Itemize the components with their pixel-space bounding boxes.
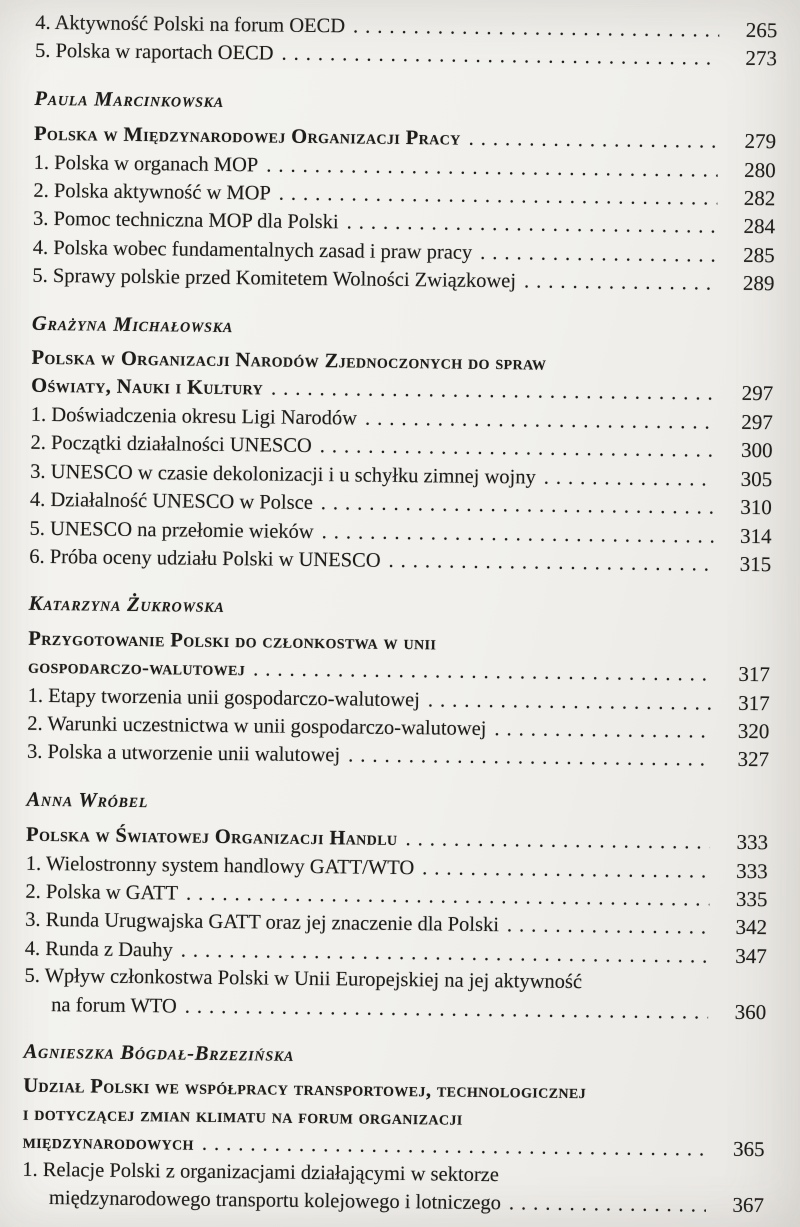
page-number: 305 xyxy=(740,466,773,491)
dot-leader xyxy=(281,41,719,73)
page-number: 347 xyxy=(735,943,767,968)
chapter-title: Oświaty, Nauki i Kultury xyxy=(31,375,264,400)
chapter-title: Przygotowanie Polski do członkostwa w unii xyxy=(28,627,437,655)
toc-section xyxy=(35,9,778,74)
page-number: 320 xyxy=(737,718,770,744)
dot-leader xyxy=(544,464,715,493)
dot-leader xyxy=(428,687,712,718)
entry-title: 1. Wielostronny system handlowy GATT/WTO xyxy=(25,852,415,879)
entry-title: 2. Polska w GATT xyxy=(25,880,179,905)
dot-leader xyxy=(320,433,715,465)
page-number: 333 xyxy=(736,858,768,883)
entry-title: 5. Polska w raportach OECD xyxy=(34,40,274,65)
entry-title: 3. Pomoc techniczna MOP dla Polski xyxy=(32,208,339,234)
dot-leader xyxy=(271,376,715,408)
entry-title: 1. Relacje Polski z organizacjami działającymi w sektorze xyxy=(22,1158,500,1186)
entry-title: na forum WTO xyxy=(51,993,177,1018)
chapter-title: Polska w Światowej Organizacji Handlu xyxy=(25,823,398,851)
page-number: 367 xyxy=(732,1192,765,1218)
entry-title: 1. Doświadczenia okresu Ligi Narodów xyxy=(30,403,358,430)
dot-leader xyxy=(365,405,715,436)
toc-section xyxy=(29,310,774,579)
dot-leader xyxy=(388,548,713,579)
page-number: 282 xyxy=(743,185,776,211)
entry-title: 4. Polska wobec fundamentalnych zasad i praw pracy xyxy=(32,236,473,264)
entry-title: 3. Polska a utworzenie unii walutowej xyxy=(26,741,341,767)
page-number: 297 xyxy=(741,409,773,435)
dot-leader xyxy=(266,152,718,185)
page-number: 317 xyxy=(738,690,770,715)
chapter-title: i dotyczącej zmian klimatu na forum organizacji xyxy=(22,1102,463,1130)
chapter-title: międzynarodowych xyxy=(22,1130,195,1155)
page-number: 280 xyxy=(744,157,776,182)
page-number: 300 xyxy=(740,438,773,463)
author-name: Anna Wróbel xyxy=(26,788,149,812)
page-number: 284 xyxy=(743,214,776,239)
entry-title: 3. Runda Urugwajska GATT oraz jej znaczenie dla Polski xyxy=(25,909,500,937)
entry-title: 2. Warunki uczestnictwa w unii gospodarczo-walutowej xyxy=(27,712,487,740)
entry-title: 5. Sprawy polskie przed Komitetem Wolności Związkowej xyxy=(32,265,517,293)
page-number: 279 xyxy=(744,129,777,154)
toc-section xyxy=(24,787,769,1028)
dot-leader xyxy=(494,716,711,746)
toc-section xyxy=(27,591,771,775)
entry-title: 5. UNESCO na przełomie wieków xyxy=(29,517,314,543)
author-name: Paula Marcinkowska xyxy=(34,87,225,112)
toc-section xyxy=(22,1039,766,1221)
page-number: 335 xyxy=(735,886,768,912)
dot-leader xyxy=(507,913,709,943)
page-number: 289 xyxy=(742,271,775,296)
dot-leader xyxy=(253,656,712,689)
entry-title: 4. Aktywność Polski na forum OECD xyxy=(35,11,346,38)
chapter-title: gospodarczo-walutowej xyxy=(27,655,246,681)
entry-title: 2. Polska aktywność w MOP xyxy=(33,179,271,205)
page-number: 315 xyxy=(739,551,772,577)
dot-leader xyxy=(405,826,710,857)
dot-leader xyxy=(353,13,720,45)
author-name: Grażyna Michałowska xyxy=(31,312,234,337)
author-name: Katarzyna Żukrowska xyxy=(28,593,225,618)
page-number: 285 xyxy=(743,242,775,268)
author-name: Agnieszka Bógdał-Brzezińska xyxy=(23,1040,295,1066)
chapter-title: Polska w Organizacji Narodów Zjednoczonych do spraw xyxy=(31,346,547,375)
dot-leader xyxy=(524,269,717,299)
dot-leader xyxy=(348,743,711,775)
entry-title: 1. Polska w organach MOP xyxy=(33,151,259,176)
page-number: 273 xyxy=(745,46,778,71)
page-number: 265 xyxy=(745,17,778,43)
dot-leader xyxy=(322,519,714,551)
page-number: 314 xyxy=(739,523,772,548)
entry-title: 6. Próba oceny udziału Polski w UNESCO xyxy=(29,545,381,572)
page-number: 297 xyxy=(741,381,774,406)
page-number: 360 xyxy=(734,999,767,1024)
dot-leader xyxy=(469,126,719,156)
table-of-contents xyxy=(22,9,778,1221)
entry-title: 5. Wpływ członkostwa Polski w Unii Europejskiej na jej aktywność xyxy=(24,964,583,994)
chapter-title: Polska w Międzynarodowej Organizacji Pracy xyxy=(33,123,461,150)
entry-title: 4. Runda z Dauhy xyxy=(24,937,173,962)
dot-leader xyxy=(279,181,718,213)
entry-title: 2. Początki działalności UNESCO xyxy=(30,432,312,458)
dot-leader xyxy=(422,855,710,886)
dot-leader xyxy=(480,240,717,270)
dot-leader xyxy=(321,490,714,522)
page-number: 365 xyxy=(732,1137,765,1162)
page-number: 317 xyxy=(738,661,771,687)
dot-leader xyxy=(509,1190,706,1220)
entry-title: 4. Działalność UNESCO w Polsce xyxy=(29,488,314,515)
toc-section xyxy=(32,86,776,299)
page-number: 342 xyxy=(735,915,768,940)
dot-leader xyxy=(185,993,709,1026)
page-number: 333 xyxy=(736,829,769,855)
entry-title: 3. UNESCO w czasie dekolonizacji i u schyłku zimnej wojny xyxy=(30,460,536,489)
entry-title: międzynarodowego transportu kolejowego i lotniczego xyxy=(48,1187,502,1215)
chapter-title: Udział Polski we współpracy transportowej, technologicznej xyxy=(23,1075,587,1104)
dot-leader xyxy=(346,210,717,242)
entry-title: 1. Etapy tworzenia unii gospodarczo-walutowej xyxy=(27,684,421,711)
page-number: 327 xyxy=(737,747,770,772)
page-number: 310 xyxy=(740,494,773,520)
